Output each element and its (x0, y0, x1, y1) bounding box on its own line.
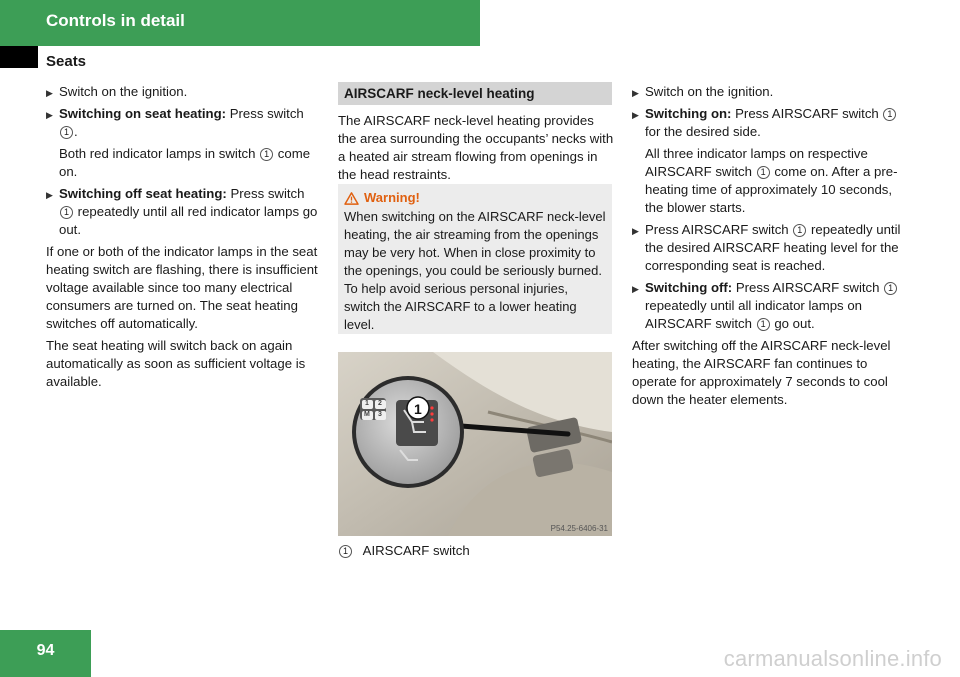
list-subtext: All three indicator lamps on respective AIRSCARF switch 1 come on. After a pre-heating time of approximately 10 seconds, the blower starts. (645, 146, 898, 215)
switch-button-label: 3 (378, 411, 382, 418)
list-item: ▶ Press AIRSCARF switch 1 repeatedly until the desired AIRSCARF heating level for the corresponding seat is reached. (632, 222, 901, 273)
warning-triangle-icon (344, 192, 359, 205)
airscarf-switch-figure (338, 352, 612, 536)
callout-number: 1 (884, 282, 897, 295)
callout-number: 1 (339, 545, 352, 558)
body-paragraph: If one or both of the indicator lamps in the seat heating switch are flashing, there is insufficient voltage available since too many electrical consumers are turned on. The seat heating switches off automatically. (46, 244, 318, 331)
middle-intro: The AIRSCARF neck-level heating provides the area surrounding the occupants’ necks with a heated air stream flowing from openings in the head restraints. (338, 113, 614, 182)
warning-heading: Warning! (344, 189, 606, 207)
chapter-title: Controls in detail (46, 11, 185, 30)
switch-button-label: 2 (378, 400, 382, 407)
callout-number: 1 (414, 401, 422, 417)
airscarf-section-heading: AIRSCARF neck-level heating (338, 82, 612, 105)
list-item: ▶ Switching on seat heating: Press switch 1 . (46, 106, 304, 139)
right-column (632, 83, 914, 413)
list-item: ▶ Switching on: Press AIRSCARF switch 1 for the desired side. (632, 105, 914, 141)
door-panel-illustration (338, 352, 612, 536)
body-paragraph: The seat heating will switch back on again automatically as soon as sufficient voltage is available. (46, 338, 306, 389)
bullet-arrow-icon: ▶ (632, 226, 639, 236)
callout-number: 1 (260, 148, 273, 161)
callout-number: 1 (757, 166, 770, 179)
list-subtext: Both red indicator lamps in switch 1 come on. (59, 146, 311, 179)
page-number: 94 (36, 642, 55, 659)
switch-button-label: 1 (365, 400, 369, 407)
callout-number: 1 (757, 318, 770, 331)
bullet-arrow-icon: ▶ (46, 190, 53, 200)
callout-number: 1 (60, 126, 73, 139)
warning-text: When switching on the AIRSCARF neck-level heating, the air streaming from the openings may be very hot. When in close proximity to the openings, you could be seriously burned. To help avoid serious personal injuries, switch the AIRSCARF to a lower heating level. (344, 209, 606, 332)
list-item: ▶ Switch on the ignition. (46, 83, 322, 101)
callout-number: 1 (793, 224, 806, 237)
list-item: ▶ Switching off: Press AIRSCARF switch 1 repeatedly until all indicator lamps on AIRSCARF switch 1 go out. (632, 279, 914, 333)
list-item: ▶ Switch on the ignition. (632, 83, 914, 101)
bullet-arrow-icon: ▶ (632, 284, 639, 294)
callout-number: 1 (60, 206, 73, 219)
section-marker (0, 46, 38, 68)
switch-button-label: M (364, 411, 370, 418)
warning-box (338, 184, 612, 334)
bullet-arrow-icon: ▶ (632, 88, 639, 98)
list-item: ▶ Switching off seat heating: Press switch 1 repeatedly until all red indicator lamps go out. (46, 186, 318, 237)
body-paragraph: After switching off the AIRSCARF neck-level heating, the AIRSCARF fan continues to operate for approximately 7 seconds to cool down the heater elements. (632, 338, 891, 407)
figure-caption: 1 AIRSCARF switch (338, 543, 470, 558)
callout-number: 1 (883, 108, 896, 121)
watermark: carmanualsonline.info (723, 646, 942, 671)
bullet-arrow-icon: ▶ (46, 110, 53, 120)
section-title: Seats (46, 53, 87, 70)
bullet-arrow-icon: ▶ (632, 110, 639, 120)
bullet-arrow-icon: ▶ (46, 88, 53, 98)
left-column (46, 83, 322, 395)
figure-code: P54.25-6406-31 (550, 524, 608, 533)
